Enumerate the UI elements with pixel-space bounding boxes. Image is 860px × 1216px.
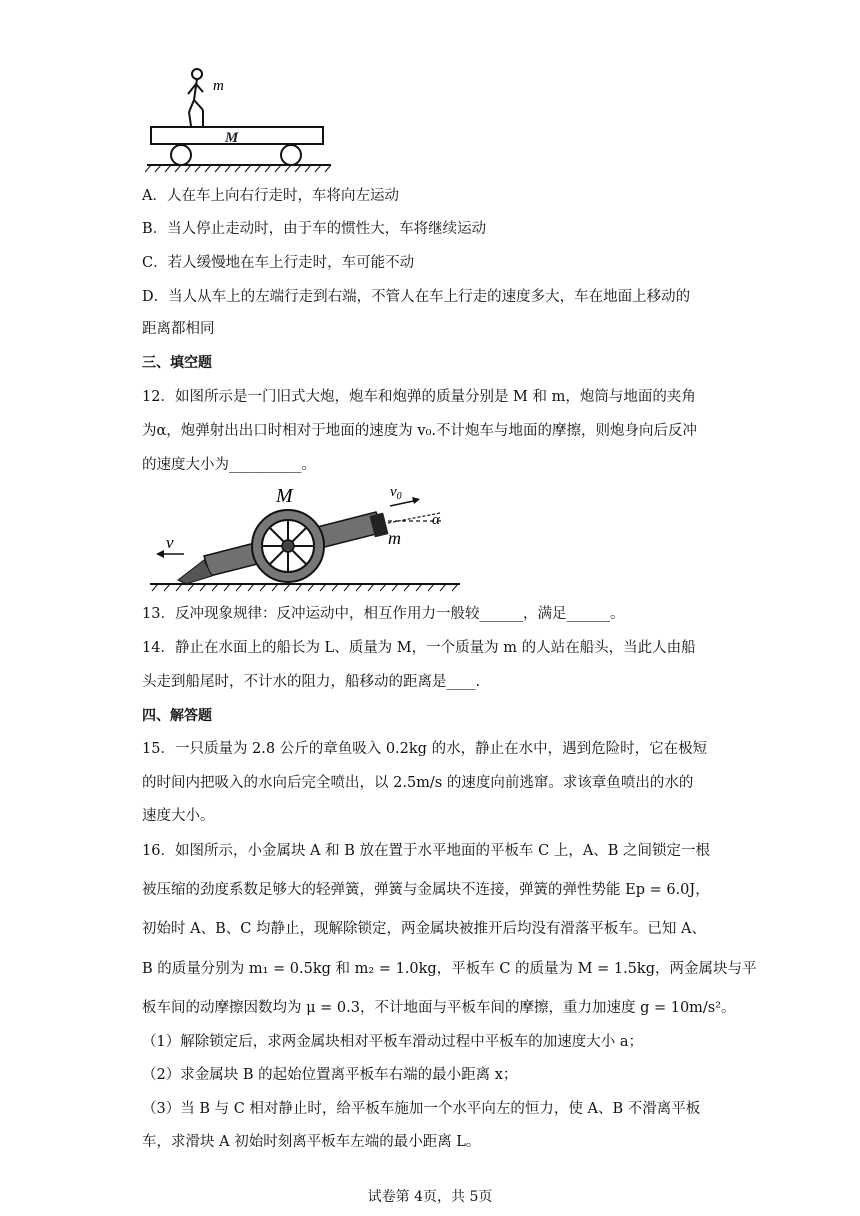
q16-line-1: 16．如图所示，小金属块 A 和 B 放在置于水平地面的平板车 C 上，A、B 之间锁定一根 xyxy=(142,843,711,859)
q16-line-4: B 的质量分别为 m₁ = 0.5kg 和 m₂ = 1.0kg，平板车 C 的质量为 M = 1.5kg，两金属块与平 xyxy=(142,961,757,977)
cannon-figure xyxy=(148,480,468,594)
section-heading-solution: 四、解答题 xyxy=(142,708,212,724)
mass-m-label: m xyxy=(388,528,401,548)
q12-line-3: 的速度大小为__________。 xyxy=(142,457,316,473)
section-heading-fill-in: 三、填空题 xyxy=(142,355,212,371)
page-footer: 试卷第 4页，共 5页 xyxy=(367,1189,493,1205)
person-on-cart-figure xyxy=(145,62,335,174)
option-a: A．人在车上向右行走时，车将向左运动 xyxy=(142,188,399,204)
v-label: v xyxy=(166,533,174,552)
q12-line-1: 12．如图所示是一门旧式大炮，炮车和炮弹的质量分别是 M 和 m，炮筒与地面的夹角 xyxy=(142,389,696,405)
q16-sub-1: （1）解除锁定后，求两金属块相对平板车滑动过程中平板车的加速度大小 a； xyxy=(142,1034,643,1050)
v0-label: $v_0$ xyxy=(390,484,402,502)
q16-sub-3: （3）当 B 与 C 相对静止时，给平板车施加一个水平向左的恒力，使 A、B 不滑离平板 xyxy=(142,1101,701,1117)
q12-line-2: 为α，炮弹射出出口时相对于地面的速度为 v₀.不计炮车与地面的摩擦，则炮身向后反冲 xyxy=(142,423,698,439)
q15-line-1: 15．一只质量为 2.8 公斤的章鱼吸入 0.2kg 的水，静止在水中，遇到危险时，它在极短 xyxy=(142,741,708,757)
q15-line-2: 的时间内把吸入的水向后完全喷出，以 2.5m/s 的速度向前逃窜。求该章鱼喷出的水的 xyxy=(142,775,694,791)
q15-line-3: 速度大小。 xyxy=(142,808,215,824)
option-b: B．当人停止走动时，由于车的惯性大，车将继续运动 xyxy=(142,221,487,237)
mass-M-label: M xyxy=(225,130,239,146)
q16-line-3: 初始时 A、B、C 均静止，现解除锁定，两金属块被推开后均没有滑落平板车。已知 A、 xyxy=(142,921,707,937)
q16-line-5: 板车间的动摩擦因数均为 μ = 0.3，不计地面与平板车间的摩擦，重力加速度 g = 10m/s²。 xyxy=(142,1000,736,1016)
option-d: D．当人从车上的左端行走到右端，不管人在车上行走的速度多大，车在地面上移动的 xyxy=(142,289,691,305)
alpha-label: α xyxy=(432,512,440,528)
q14-line-2: 头走到船尾时，不计水的阻力，船移动的距离是____. xyxy=(142,674,481,690)
mass-M-label: M xyxy=(276,485,293,507)
q16-line-2: 被压缩的劲度系数足够大的轻弹簧，弹簧与金属块不连接，弹簧的弹性势能 Ep = 6.0J， xyxy=(142,882,710,898)
q13-line: 13．反冲现象规律：反冲运动中，相互作用力一般较______，满足______。 xyxy=(142,606,625,622)
mass-m-label: m xyxy=(213,78,224,94)
option-d-continued: 距离都相同 xyxy=(142,321,215,337)
q16-sub-3-continued: 车，求滑块 A 初始时刻离平板车左端的最小距离 L。 xyxy=(142,1134,481,1150)
q16-sub-2: （2）求金属块 B 的起始位置离平板车右端的最小距离 x； xyxy=(142,1067,518,1083)
option-c: C．若人缓慢地在车上行走时，车可能不动 xyxy=(142,255,415,271)
q14-line-1: 14．静止在水面上的船长为 L、质量为 M，一个质量为 m 的人站在船头，当此人由船 xyxy=(142,640,696,656)
